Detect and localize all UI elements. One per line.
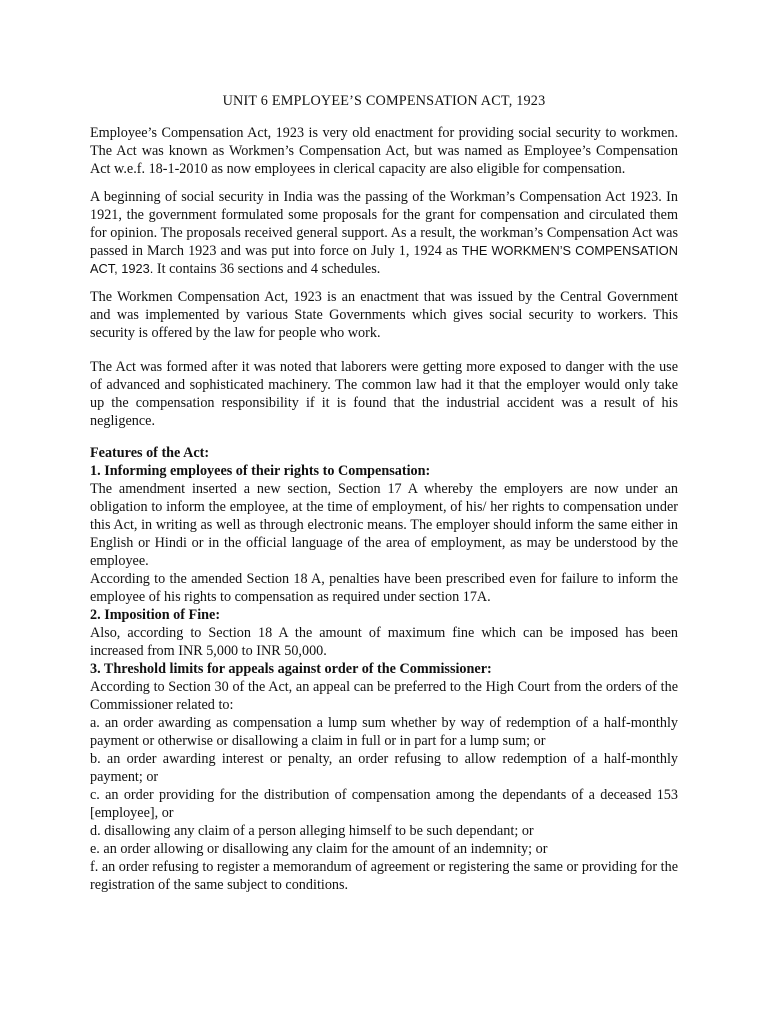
intro-paragraph: Employee’s Compensation Act, 1923 is very old enactment for providing social security to workmen. The Act was known as Workmen’s Compensation Act, but was named as Employee’s Compensation Act w.e.f. 18-1-2010 as now employees in clerical capacity are also eligible for compensation. (90, 125, 678, 177)
item1-text-b: According to the amended Section 18 A, penalties have been prescribed even for failure to inform the employee of his rights to compensation as required under section 17A. (90, 571, 678, 605)
history-paragraph (90, 188, 678, 278)
item1-heading: 1. Informing employees of their rights to Compensation: (90, 463, 431, 479)
item2-heading: 2. Imposition of Fine: (90, 607, 221, 623)
act-name: THE WORKMEN’S COMPENSATION ACT, 1923. (90, 243, 679, 276)
order-item-f: f. an order refusing to register a memorandum of agreement or registering the same or providing for the registration of the same subject to conditions. (90, 859, 678, 893)
history-text: A beginning of social security in India was the passing of the Workman’s Compensation Act 1923. In 1921, the government formulated some proposals for the grant for compensation and circulated them for opinion. The proposals received general support. As a result, the workman’s Compensation Act was passed in March 1923 and was put into force on July 1, 1924 as (90, 189, 678, 259)
item3-intro: According to Section 30 of the Act, an appeal can be preferred to the High Court from the orders of the Commissioner related to: (90, 679, 678, 713)
order-item-d: d. disallowing any claim of a person alleging himself to be such dependant; or (90, 823, 534, 839)
sections-text: It contains 36 sections and 4 schedules. (153, 261, 381, 277)
item2-text: Also, according to Section 18 A the amount of maximum fine which can be imposed has been increased from INR 5,000 to INR 50,000. (90, 625, 678, 659)
order-item-e: e. an order allowing or disallowing any claim for the amount of an indemnity; or (90, 841, 548, 857)
item3-heading: 3. Threshold limits for appeals against order of the Commissioner: (90, 661, 492, 677)
order-item-c: c. an order providing for the distribution of compensation among the dependants of a deceased 153 [employee], or (90, 787, 678, 821)
formation-paragraph: The Act was formed after it was noted that laborers were getting more exposed to danger with the use of advanced and sophisticated machinery. The common law had it that the employer would only take up the compensation responsibility if it is found that the industrial accident was a result of his negligence. (90, 359, 678, 429)
enactment-paragraph: The Workmen Compensation Act, 1923 is an enactment that was issued by the Central Government and was implemented by various State Governments which gives social security to workers. This security is offered by the law for people who work. (90, 289, 678, 341)
item1-text-a: The amendment inserted a new section, Section 17 A whereby the employers are now under an obligation to inform the employee, at the time of employment, of his/ her rights to compensation under this Act, in writing as well as through electronic means. The employer should inform the same either in English or Hindi or in the official language of the area of employment, as may be understood by the employee. (90, 481, 678, 569)
order-item-a: a. an order awarding as compensation a lump sum whether by way of redemption of a half-monthly payment or otherwise or disallowing a claim in full or in part for a lump sum; or (90, 715, 678, 749)
page-title: UNIT 6 EMPLOYEE’S COMPENSATION ACT, 1923 (222, 93, 546, 109)
features-heading: Features of the Act: (90, 445, 210, 461)
order-item-b: b. an order awarding interest or penalty, an order refusing to allow redemption of a half-monthly payment; or (90, 751, 678, 785)
features-section (90, 444, 678, 894)
